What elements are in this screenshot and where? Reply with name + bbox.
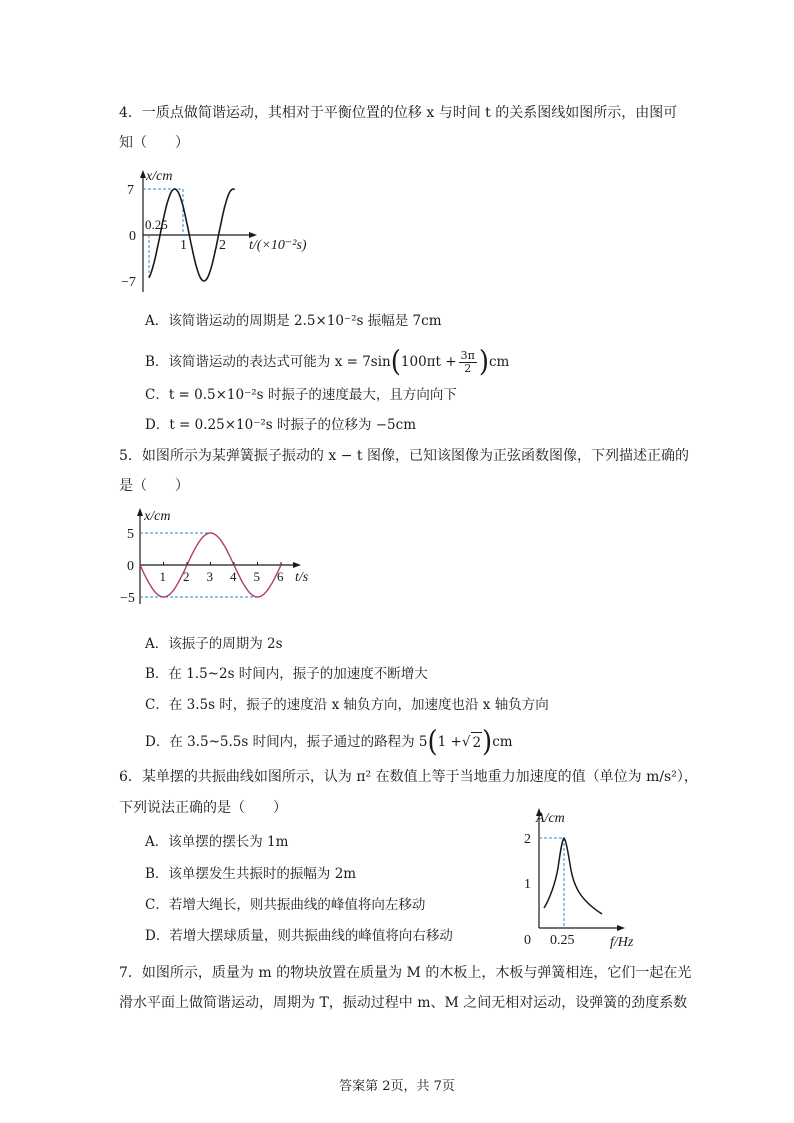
q5-tick-label: 1: [159, 569, 166, 584]
q6-xlabel: f/Hz: [610, 935, 634, 950]
q6-y-2: 2: [524, 832, 531, 847]
q5-y-arrow: [137, 508, 143, 516]
q5-y-top: 5: [127, 527, 134, 542]
q5-stem-line1: 5．如图所示为某弹簧振子振动的 x − t 图像，已知该图像为正弦函数图像，下列描述正确的: [119, 448, 689, 464]
q5-tick-label: 4: [230, 569, 237, 584]
q5-graph: [119, 506, 329, 606]
q5-option-d: [145, 727, 513, 757]
q4-option-b-frac-den: 2: [464, 361, 472, 375]
q4-option-b-lparen: (: [390, 345, 401, 379]
q4-option-b-rparen: ): [478, 345, 489, 379]
q5-tick-label: 6: [277, 569, 284, 584]
q4-ylabel: x/cm: [146, 169, 173, 184]
q6-x-zero: 0: [524, 933, 531, 948]
q6-x-arrow: [617, 925, 625, 931]
q6-option-c: C．若增大绳长，则共振曲线的峰值将向左移动: [145, 897, 426, 913]
q5-ylabel: x/cm: [144, 509, 171, 524]
q5-option-d-unit: cm: [492, 734, 513, 750]
q5-option-d-lparen: (: [427, 725, 438, 759]
q5-tick-label: 3: [206, 569, 213, 584]
page-footer: 答案第 2页，共 7页: [339, 1079, 455, 1094]
q5-option-d-inner: 1 +: [437, 734, 462, 750]
q6-x-peak: 0.25: [550, 933, 575, 948]
q4-option-b-frac: [459, 350, 477, 375]
q4-option-a: A．该简谐运动的周期是 2.5×10⁻²s 振幅是 7cm: [145, 313, 442, 329]
q5-x-arrow: [293, 562, 301, 568]
q4-option-b-pre: B．该简谐运动的表达式可能为 x = 7sin: [145, 354, 391, 370]
q4-option-b-unit: cm: [488, 354, 510, 370]
q5-tick-label: 5: [253, 569, 260, 584]
q4-option-d: D．t = 0.25×10⁻²s 时振子的位移为 −5cm: [145, 417, 417, 433]
q6-resonance-curve: [544, 838, 602, 914]
q6-option-a: A．该单摆的摆长为 1m: [145, 834, 289, 850]
q4-y-zero: 0: [129, 229, 136, 244]
q6-graph: [517, 800, 652, 950]
q5-y-zero: 0: [127, 559, 134, 574]
q4-y-bottom: −7: [121, 275, 136, 290]
q6-option-b: B．该单摆发生共振时的振幅为 2m: [145, 866, 357, 882]
q4-x-2: 2: [219, 238, 226, 253]
q6-option-d: D．若增大摆球质量，则共振曲线的峰值将向右移动: [145, 928, 453, 944]
q7-stem-line1: 7．如图所示，质量为 m 的物块放置在质量为 M 的木板上，木板与弹簧相连，它们一起在光: [119, 965, 692, 981]
q5-option-a: A．该振子的周期为 2s: [145, 636, 283, 652]
q6-stem-line2: 下列说法正确的是（ ）: [119, 800, 287, 816]
q6-stem-line1: 6．某单摆的共振曲线如图所示，认为 π² 在数值上等于当地重力加速度的值（单位为 m/s²），: [119, 769, 698, 785]
q4-xlabel: t/(×10⁻²s): [249, 238, 307, 253]
q4-y-top: 7: [127, 183, 134, 198]
q5-y-bottom: −5: [120, 591, 135, 606]
q7-stem-line2: 滑水平面上做简谐运动，周期为 T，振动过程中 m、M 之间无相对运动，设弹簧的劲度系数: [119, 995, 688, 1011]
q4-graph: [119, 168, 334, 298]
q4-x-025: 0.25: [145, 217, 168, 232]
q5-option-d-sqrt-sign: √: [461, 734, 471, 750]
q4-option-c: C．t = 0.5×10⁻²s 时振子的速度最大，且方向向下: [145, 387, 457, 403]
q4-option-b: [145, 346, 509, 378]
q4-option-b-inner: 100πt +: [400, 354, 457, 370]
q5-option-c: C．在 3.5s 时，振子的速度沿 x 轴负方向，加速度也沿 x 轴负方向: [145, 697, 549, 713]
q6-ylabel: A/cm: [536, 811, 565, 826]
q4-stem-line1: 4．一质点做简谐运动，其相对于平衡位置的位移 x 与时间 t 的关系图线如图所示，由图可: [119, 105, 678, 121]
q5-option-d-rparen: ): [482, 725, 493, 759]
q4-x-1: 1: [180, 238, 187, 253]
q5-option-d-sqrt: 2: [471, 732, 482, 753]
q5-stem-line2: 是（ ）: [119, 478, 189, 494]
q5-tick-label: 2: [183, 569, 190, 584]
q6-y-1: 1: [524, 877, 531, 892]
q5-option-b: B．在 1.5~2s 时间内，振子的加速度不断增大: [145, 666, 428, 682]
q4-stem-line2: 知（ ）: [119, 135, 189, 151]
q5-xlabel: t/s: [295, 570, 309, 585]
q5-option-d-pre: D．在 3.5~5.5s 时间内，振子通过的路程为 5: [145, 734, 428, 750]
q4-option-b-frac-num: 3π: [460, 348, 475, 362]
